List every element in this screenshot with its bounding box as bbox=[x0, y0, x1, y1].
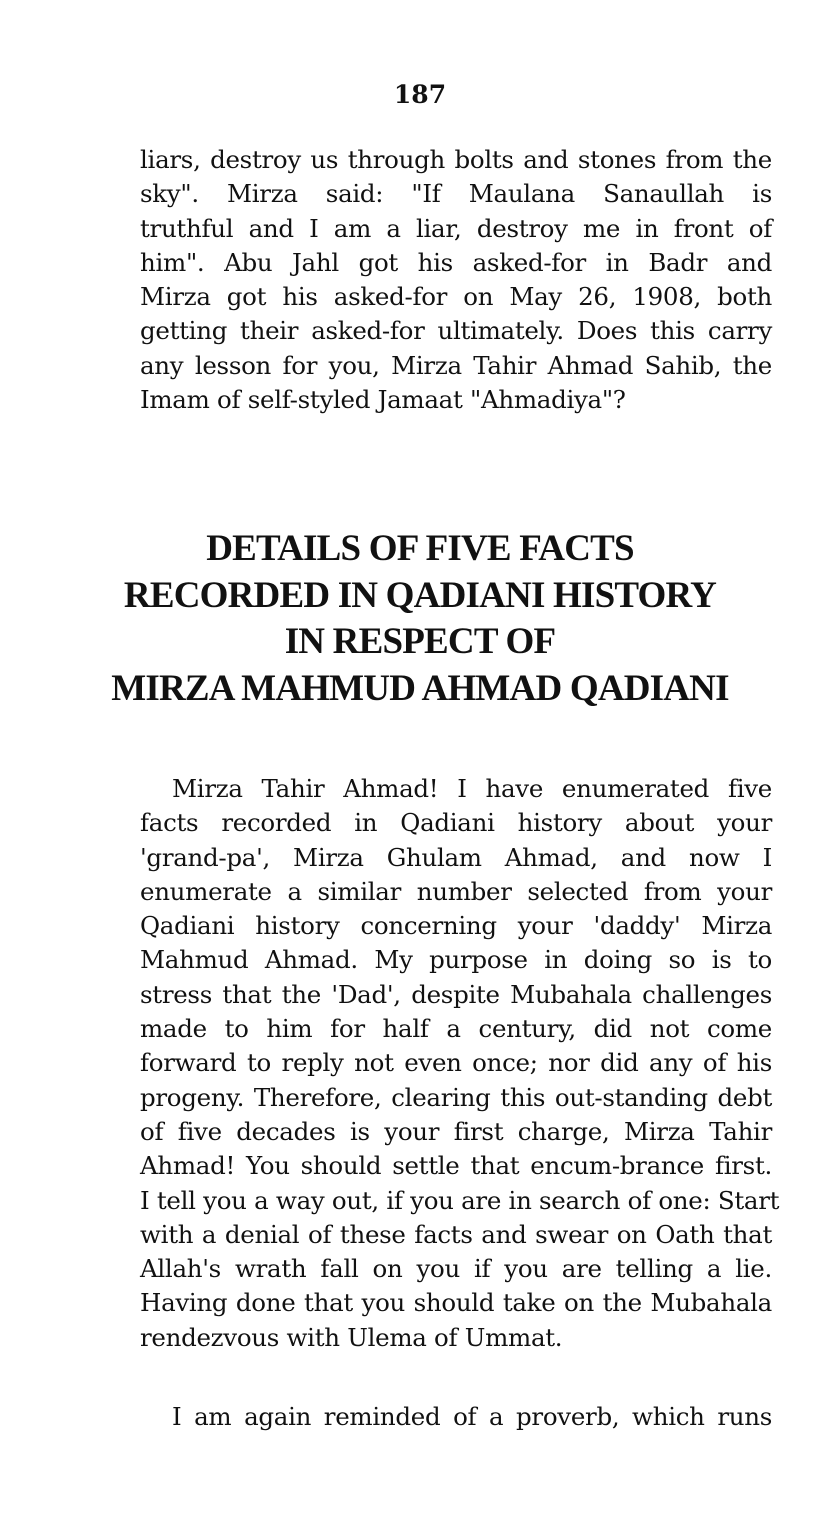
text-line: progeny. Therefore, clearing this out-standing debt bbox=[140, 1082, 772, 1112]
heading-line: IN RESPECT OF bbox=[284, 621, 556, 662]
text-line: I am again reminded of a proverb, which runs bbox=[172, 1402, 772, 1431]
text-line: 'grand-pa', Mirza Ghulam Ahmad, and now I bbox=[140, 842, 772, 872]
text-line: sky". Mirza said: "If Maulana Sanaullah is bbox=[140, 179, 772, 209]
text-line: rendezvous with Ulema of Ummat. bbox=[140, 1322, 563, 1352]
text-line: Allah's wrath fall on you if you are telling a lie. bbox=[140, 1254, 772, 1284]
text-line: Qadiani history concerning your 'daddy' Mirza bbox=[140, 911, 772, 941]
text-line: Mirza got his asked-for on May 26, 1908, both bbox=[140, 282, 772, 312]
paragraph-2 bbox=[140, 772, 780, 1355]
text-line: with a denial of these facts and swear on Oath that bbox=[140, 1219, 772, 1249]
text-line: any lesson for you, Mirza Tahir Ahmad Sahib, the bbox=[140, 350, 772, 380]
text-line: enumerate a similar number selected from your bbox=[140, 876, 772, 906]
heading-line: RECORDED IN QADIANI HISTORY bbox=[123, 574, 717, 616]
text-line: Mirza Tahir Ahmad! I have enumerated five bbox=[172, 774, 772, 803]
paragraph-3 bbox=[140, 1400, 772, 1434]
page-number: 187 bbox=[393, 80, 447, 109]
text-line: facts recorded in Qadiani history about your bbox=[140, 808, 772, 838]
text-line: I tell you a way out, if you are in search of one: Start bbox=[140, 1185, 780, 1215]
heading-line: MIRZA MAHMUD AHMAD QADIANI bbox=[111, 667, 729, 709]
paragraph-1 bbox=[140, 143, 772, 417]
text-line: Ahmad! You should settle that encum-brance first. bbox=[140, 1151, 772, 1181]
text-line: him". Abu Jahl got his asked-for in Badr and bbox=[140, 247, 772, 277]
heading-line: DETAILS OF FIVE FACTS bbox=[206, 528, 634, 569]
text-line: liars, destroy us through bolts and stones from the bbox=[140, 145, 772, 174]
text-line: forward to reply not even once; nor did any of his bbox=[140, 1048, 772, 1078]
text-line: getting their asked-for ultimately. Does this carry bbox=[140, 316, 772, 346]
text-line: Having done that you should take on the Mubahala bbox=[140, 1288, 772, 1318]
text-line: made to him for half a century, did not come bbox=[140, 1014, 772, 1044]
text-line: stress that the 'Dad', despite Mubahala challenges bbox=[140, 979, 772, 1009]
text-line: of five decades is your first charge, Mirza Tahir bbox=[140, 1116, 772, 1146]
text-line: truthful and I am a liar, destroy me in front of bbox=[140, 213, 772, 243]
text-line: Imam of self-styled Jamaat "Ahmadiya"? bbox=[140, 385, 626, 415]
text-line: Mahmud Ahmad. My purpose in doing so is to bbox=[140, 945, 772, 975]
section-heading bbox=[0, 526, 840, 712]
